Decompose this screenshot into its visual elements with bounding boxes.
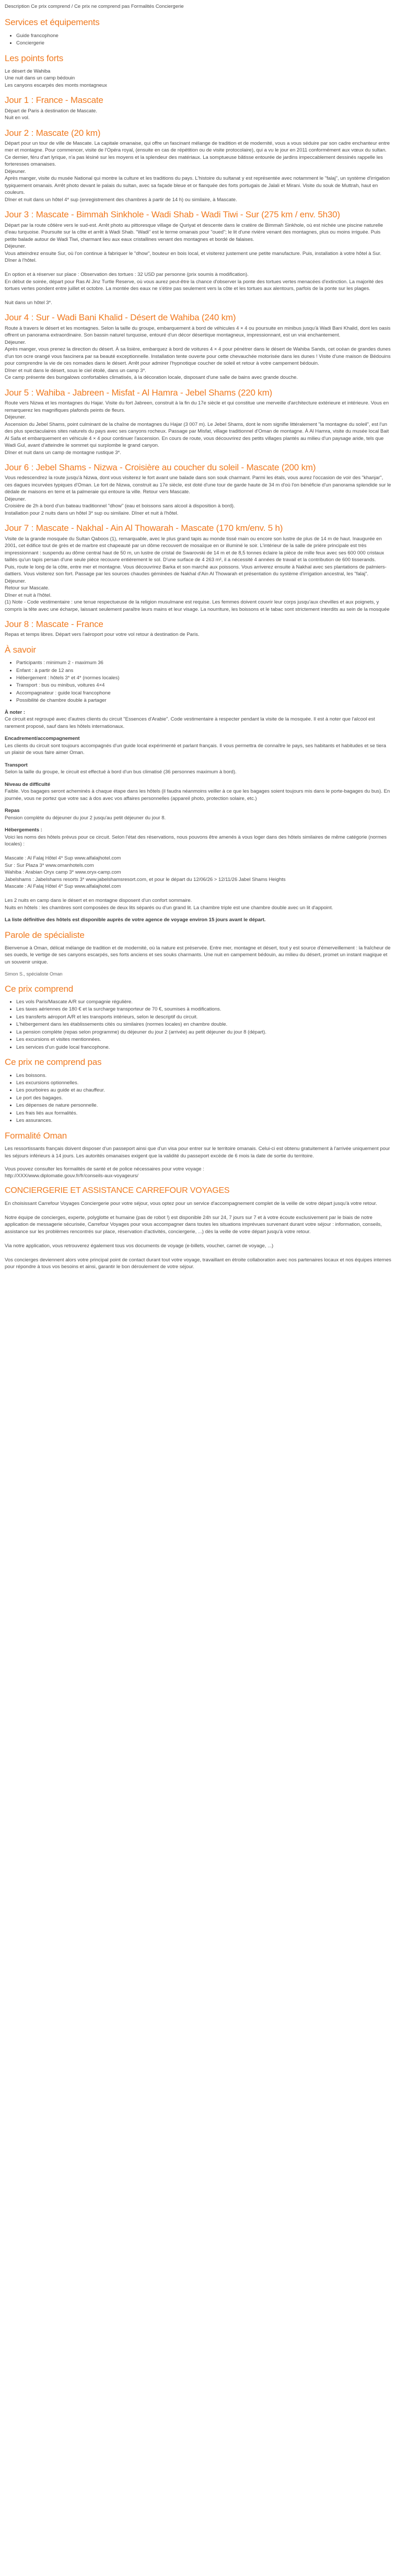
day-title: Jour 2 : Mascate (20 km): [5, 127, 101, 138]
list-item: • Les vols Paris/Mascate A/R sur compagnie régulière.: [16, 999, 391, 1005]
day-title: Jour 1 : France - Mascate: [5, 95, 103, 106]
services-list: [5, 32, 391, 47]
list-item: • Enfant : à partir de 12 ans: [16, 667, 391, 674]
specialist-signature: Simon S., spécialiste Oman: [5, 971, 63, 977]
section-title: Hébergements :: [5, 827, 42, 833]
not-included-title: Ce prix ne comprend pas: [5, 1057, 102, 1067]
list-item: • Les boissons.: [16, 1072, 391, 1079]
specialist-body: Bienvenue à Oman, délicat mélange de tradition et de modernité, où la nature est préservée. Entre mer, montagne et désert, tout y est source d'émerveillement : la fraîcheur de ses oueds, le vertige de ses canyons escarpés, ses forts anciens et ses souks charmants. Une nuit en campement bédouin, au milieu du désert, promet un instant magique et un souvenir unique.: [5, 945, 391, 965]
specialist-title: Parole de spécialiste: [5, 930, 85, 940]
list-item: • Les assurances.: [16, 1117, 391, 1124]
section-body: Voici les noms des hôtels prévus pour ce circuit. Selon l'état des réservations, nous pouvons être amenés à vous loger dans des hôtels similaires de même catégorie (normes locales) : Mascate : Al Falaj Hôtel 4* Sup www.alfalajhotel.com Sur : Sur Plaza 3* www.omanhotels.com Wahiba : Arabian Oryx camp 3* www.oryx-camp.com Jabelshams : Jabelshams resorts 3* www.jabelshamsresort.com, et pour le départ du 12/06/26 > 12/11/26 Jabel Shams Heights Mascate : Al Falaj Hôtel 4* Sup www.alfalajhotel.com Les 2 nuits en camp dans le désert et en montagne disposent d'un confort sommaire. Nuits en hôtels : les chambres sont composées de deux lits séparés ou d'un grand lit. La chambre triple est une chambre double avec un lit d'appoint.: [5, 834, 387, 911]
day-title: Jour 5 : Wahiba - Jabreen - Misfat - Al Hamra - Jebel Shams (220 km): [5, 387, 273, 398]
list-item: • Les transferts aéroport A/R et les transports intérieurs, selon le descriptif du circuit.: [16, 1014, 391, 1020]
list-item: • Les excursions et visites mentionnées.: [16, 1036, 391, 1043]
highlight-line: Les canyons escarpés des monts montagneux: [5, 82, 107, 88]
day-title: Jour 8 : Mascate - France: [5, 619, 103, 630]
list-item: • L'hébergement dans les établissements cités ou similaires (normes locales) en chambre double.: [16, 1021, 391, 1028]
section-title: Encadrement/accompagnement: [5, 736, 80, 742]
section-title: Niveau de difficulté: [5, 781, 51, 787]
list-item: • Les pourboires au guide et au chauffeur.: [16, 1087, 391, 1094]
list-item: • Accompagnateur : guide local francophone: [16, 690, 391, 697]
day-body: Départ de Paris à destination de Mascate. Nuit en vol.: [5, 108, 97, 121]
list-item: • Les excursions optionnelles.: [16, 1080, 391, 1086]
itinerary: [5, 95, 391, 639]
section-body: Ce circuit est regroupé avec d'autres clients du circuit "Essences d'Arabie". Code vestimentaire à respecter pendant la visite de la mosquée. Il est à noter que l'alcool est rarement proposé, sauf dans les hôtels internationaux.: [5, 716, 375, 729]
savoir-list: [5, 659, 391, 704]
list-item: • La pension complète (repas selon programme) du déjeuner du jour 2 (arrivée) au petit déjeuner du jour 8 (départ).: [16, 1029, 391, 1036]
day-body: Départ par la route côtière vers le sud-est. Arrêt photo au pittoresque village de Quriyat et descente dans le cratère de Bimmah Sinkhole, où est nichée une piscine naturelle d'eau turquoise. Poursuite sur la côte et arrêt à Wadi Shab. "Wadi" est le terme omanais pour "oued"; le lit d'une rivière venant des montagnes, plus ou moins irriguée. Puis petite balade autour de Wadi Tiwi, charmant lieu aux eaux cristallines venant des montagnes et bordé de falaises. Déjeuner. Vous atteindrez ensuite Sur, où l'on continue à fabriquer le "dhow", bouteur en bois local, et visiterez justement une petite manufacture. Puis, installation à votre hôtel à Sur. Dîner à l'hôtel. En option et à réserver sur place : Observation des tortues : 32 USD par personne (prix soumis à modification). En début de soirée, départ pour Ras Al Jinz Turtle Reserve, où vous aurez peut-être la chance d'observer la ponte des tortues vertes menacées d'extinction. La majorité des tortues vertes pondent entre juillet et octobre. La montée des eaux ne s'étire pas seulement vers la côte et les tortues aux alentours, parfois de la ponte sur les plages. Nuit dans un hôtel 3*.: [5, 222, 383, 306]
formalites-title: Formalité Oman: [5, 1130, 67, 1141]
section-title: Repas: [5, 808, 20, 814]
highlights-list: [5, 68, 391, 89]
formalites-link-note[interactable]: Vous pouvez consulter les formalités de santé et de police nécessaires pour votre voyage : http://XXX/www.diplomatie.gouv.fr/fr/conseils-aux-voyageurs/: [5, 1166, 204, 1179]
formalites-body: Les ressortissants français doivent disposer d'un passeport ainsi que d'un visa pour entrer sur le territoire omanais. Celui-ci est obtenu gratuitement à l'arrivée uniquement pour les séjours inférieurs à 14 jours. Les autorités omanaises exigent que la validité du passeport excède de 6 mois la date de sortie du territoire.: [5, 1146, 390, 1159]
section-title: Transport: [5, 762, 28, 768]
highlight-line: Une nuit dans un camp bédouin: [5, 75, 75, 82]
section-body: Faible. Vos bagages seront acheminés à chaque étape dans les hôtels (il faudra néanmoins veiller à ce que les bagages soient toujours mis dans le porte-bagages du bus). En journée, vous ne portez que votre sac à dos avec vos affaires personnelles (appareil photo, protection solaire, etc.): [5, 788, 390, 802]
conciergerie-body: En choisissant Carrefour Voyages Conciergerie pour votre séjour, vous optez pour un service d'accompagnement complet de la veille de votre départ jusqu'à votre retour. Notre équipe de concierges, experte, polyglotte et humaine (pas de robot !) est disponible 24h sur 24, 7 jours sur 7 et à votre écoute exclusivement par le biais de notre application de messagerie sécurisée, Carrefour Voyages pour vous accompagner dans toutes les situations imprévues survenant durant votre séjour : information, conseils, assistance sur les problèmes rencontrés sur place, réservation d'activités, conciergerie, ...) dès la veille de votre départ jusqu'à votre retour. Via notre application, vous retrouverez également tous vos documents de voyage (e-billets, voucher, carnet de voyage, ...) Vos concierges deviennent alors votre principal point de contact durant tout votre voyage, travaillant en étroite collaboration avec nos partenaires locaux et nos équipes internes pour répondre à tous vos besoins et ainsi, garantir le bon déroulement de votre séjour.: [5, 1200, 391, 1270]
list-item: • Les services d'un guide local francophone.: [16, 1044, 391, 1051]
not-included-list: [5, 1072, 391, 1124]
list-item: • Transport : bus ou minibus, voitures 4×4: [16, 682, 391, 689]
included-list: [5, 999, 391, 1051]
day-title: Jour 7 : Mascate - Nakhal - Ain Al Thowarah - Mascate (170 km/env. 5 h): [5, 523, 283, 533]
list-item: • Les taxes aériennes de 180 € et la surcharge transporteur de 70 €, soumises à modifications.: [16, 1006, 391, 1013]
description-tabs: Description Ce prix comprend / Ce prix ne comprend pas Formalités Conciergerie: [5, 4, 184, 9]
included-title: Ce prix comprend: [5, 983, 73, 994]
section-body: Les clients du circuit sont toujours accompagnés d'un guide local expérimenté et parlant français. Il vous permettra de connaître le pays, ses habitants et habitudes et se tiera un plaisir de vous faire aimer Oman.: [5, 742, 387, 756]
day-body: Repas et temps libres. Départ vers l'aéroport pour votre vol retour à destination de Paris.: [5, 632, 200, 638]
day-body: Visite de la grande mosquée du Sultan Qaboos (1), remarquable, avec le plus grand tapis au monde tissé main ou encore son lustre de plus de 14 m de haut. Inaugurée en 2001, cet édifice tout de grès et de marbre est chapeauté par un dôme recouvert de mosaïque en or illuminé le soir. L'intérieur de la salle de prière principale est très impressionnant : suspendu au dôme central haut de 50 m, un lustre de cristal de Swarovski de 14 m et de 8,5 tonnes éclaire la pièce de mille feux avec ses 600 000 cristaux taillés qu'un tapis persan d'une seule pièce recouvre entièrement le sol. D'une surface de 4 263 m², il a nécessité 4 années de travail et la contribution de 600 tisserands. Puis, route le long de la côte, entre mer et montagne. Vous découvrirez Barka et son marché aux poissons. Vous arriverez ensuite à Nakhal avec ses plantations de palmiers-dattiers. Vous visiterez son fort. Passage par les sources chaudes géminées de Nakhal d'Ain Al Thowarah et présentation du système d'irrigation ancestral, les "falaj". Déjeuner. Retour sur Mascate. Dîner et nuit à l'hôtel. (1) Note - Code vestimentaire : une tenue respectueuse de la religion musulmane est requise. Les femmes doivent couvrir leur corps jusqu'aux chevilles et aux poignets, y compris la tête avec une écharpe, laissant seulement paraître leurs mains et leur visage. La nourriture, les boissons et le tabac sont strictement interdits au sein de la mosquée: [5, 536, 390, 612]
day-body: Route vers Nizwa et les montagnes du Hajar. Visite du fort Jabreen, construit à la fin du 17e siècle et qui constitue une merveille d'architecture extérieure et intérieure. Vous en remarquerez les magnifiques plafonds peints de fleurs. Déjeuner. Ascension du Jebel Shams, point culminant de la chaîne de montagnes du Hajar (3 007 m). Le Jebel Shams, dont le nom signifie littéralement "la montagne du soleil", est l'un des plus spectaculaires sites naturels du pays avec ses canyons rocheux. Passage par Misfat, village traditionnel d'Oman de montagne. À Al Hamra, visite du musée local Bait Al Safa et embarquement en véhicule 4 × 4 pour continuer l'ascension. En cours de route, vous découvrirez des petits villages plantés au milieu d'un paysage aride, tels que Wadi Gul, avant d'atteindre le sommet qui surplombe le grand canyon. Dîner et nuit dans un camp de montagne rustique 3*.: [5, 400, 389, 456]
page: [0, 0, 396, 1278]
highlight-line: Le désert de Wahiba: [5, 68, 51, 74]
list-item: • Hébergement : hôtels 3* et 4* (normes locales): [16, 675, 391, 681]
day-body: Vous redescendrez la route jusqu'à Nizwa, dont vous visiterez le fort avant une balade dans son souk charmant. Parmi les étals, vous aurez l'occasion de voir des "khanjar", ces dagues incurvées typiques d'Oman. Le fort de Nizwa, construit au 17e siècle, est doté d'une tour de garde haute de 34 m d'où l'on bénéficie d'un panorama splendide sur le dédale de maisons en terre et la palmeraie qui entoure la ville. Retour vers Mascate. Déjeuner. Croisière de 2h à bord d'un bateau traditionnel "dhow" (eau et boissons sans alcool à disposition à bord). Installation pour 2 nuits dans un hôtel 3* sup ou similaire. Dîner et nuit à l'hôtel.: [5, 475, 391, 516]
section-body: Pension complète du déjeuner du jour 2 jusqu'au petit déjeuner du jour 8.: [5, 815, 166, 821]
day-body: Départ pour un tour de ville de Mascate. La capitale omanaise, qui offre un fascinant mélange de tradition et de modernité, vous a vous séduire par son cadre enchanteur entre mer et montagne. Pour commencer, visite de l'Opéra royal, (ensuite en cas de répétition ou de visite protocolaire), qui a vu le jour en 2011 conformément aux vœux du sultan. Ce dernier, féru d'art lyrique, n'a pas lésiné sur les moyens et la splendeur des matériaux. La somptueuse bâtisse entourée de jardins impeccablement dessinés rappelle les forteresses omanaises. Déjeuner. Après manger, visite du musée National qui montre la culture et les traditions du pays. L'histoire du sultanat y est représentée avec notamment le "falaj", un système d'irrigation typiquement omanais. Arrêt photo devant le palais du sultan, avec sa façade bleue et or flanquée des forts portugais de Jalali et Mirani. Visite du souk de Muttrah, haut en couleurs. Dîner et nuit dans un hôtel 4* sup (enregistrement des chambres à partir de 14 h) ou similaire, à Mascate.: [5, 140, 390, 203]
hotel-list-note: La liste définitive des hôtels est disponible auprès de votre agence de voyage environ 15 jours avant le départ.: [5, 917, 266, 923]
section-body: Selon la taille du groupe, le circuit est effectué à bord d'un bus climatisé (36 personnes maximum à bord).: [5, 769, 237, 775]
conciergerie-title: CONCIERGERIE ET ASSISTANCE CARREFOUR VOYAGES: [5, 1186, 230, 1195]
list-item: • Participants : minimum 2 - maximum 36: [16, 659, 391, 666]
day-title: Jour 3 : Mascate - Bimmah Sinkhole - Wadi Shab - Wadi Tiwi - Sur (275 km / env. 5h30): [5, 210, 340, 220]
list-item: • Les frais liés aux formalités.: [16, 1110, 391, 1117]
info-sections: [5, 709, 391, 911]
section-title: À noter :: [5, 709, 26, 715]
highlights-title: Les points forts: [5, 53, 64, 63]
list-item: • Conciergerie: [16, 40, 391, 47]
list-item: • Les dépenses de nature personnelle.: [16, 1102, 391, 1109]
savoir-title: À savoir: [5, 644, 36, 655]
day-title: Jour 6 : Jebel Shams - Nizwa - Croisière au coucher du soleil - Mascate (200 km): [5, 462, 316, 472]
day-body: Route à travers le désert et les montagnes. Selon la taille du groupe, embarquement à bord de véhicules 4 × 4 ou poursuite en minibus jusqu'à Wadi Bani Khalid, dont les oasis offrent un panorama extraordinaire. Son bassin naturel turquoise, entouré d'un décor désertique montagneux, impressionnant, est un vrai enchantement. Déjeuner. Après manger, vous prenez la direction du désert. À sa lisière, embarquez à bord de voitures 4 × 4 pour pénétrer dans le désert de Wahiba Sands, cet océan de grandes dunes d'un ton ocre orangé vous fascinera par sa beauté exceptionnelle. Installation tente ouverte pour cette chevauchée motorisée dans les dunes ! Visite d'une maison de Bédouins pour comprendre la vie de ces nomades dans le désert. Arrêt pour admirer l'hypnotique coucher de soleil et retour à votre campement bédouin. Dîner et nuit dans le désert, sous le ciel étoilé, dans un camp 3*. Ce camp présente des bungalows confortables climatisés, à la décoration locale, disposant d'une salle de bains avec grande douche.: [5, 325, 391, 381]
day-title: Jour 4 : Sur - Wadi Bani Khalid - Désert de Wahiba (240 km): [5, 312, 236, 323]
list-item: • Guide francophone: [16, 32, 391, 39]
list-item: • Possibilité de chambre double à partager: [16, 697, 391, 704]
services-title: Services et équipements: [5, 17, 100, 28]
list-item: • Le port des bagages.: [16, 1095, 391, 1101]
